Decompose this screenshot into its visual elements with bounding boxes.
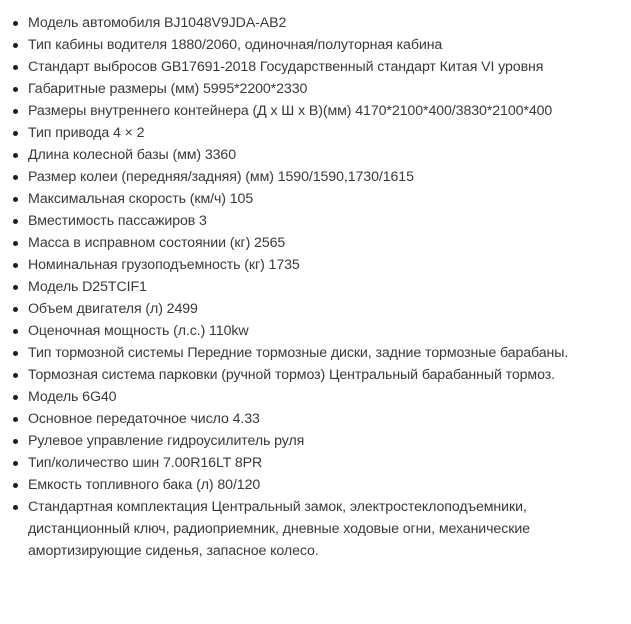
spec-item-passenger-capacity — [0, 210, 631, 232]
spec-item-brake-system — [0, 342, 631, 364]
spec-item-rated-power — [0, 320, 631, 342]
bullet-icon — [13, 263, 18, 268]
spec-text: Тип/количество шин 7.00R16LT 8PR — [28, 455, 263, 471]
spec-text: Габаритные размеры (мм) 5995*2200*2330 — [28, 81, 308, 97]
bullet-icon — [13, 109, 18, 114]
bullet-icon — [13, 241, 18, 246]
bullet-icon — [13, 175, 18, 180]
bullet-icon — [13, 461, 18, 466]
spec-item-final-drive-ratio — [0, 408, 631, 430]
spec-text: Объем двигателя (л) 2499 — [28, 301, 198, 317]
spec-text: Тормозная система парковки (ручной тормоз) Центральный барабанный тормоз. — [28, 367, 555, 383]
bullet-icon — [13, 329, 18, 334]
spec-text: Размер колеи (передняя/задняя) (мм) 1590/1590,1730/1615 — [28, 169, 414, 185]
bullet-icon — [13, 65, 18, 70]
bullet-icon — [13, 21, 18, 26]
spec-item-parking-brake — [0, 364, 631, 386]
spec-item-curb-weight — [0, 232, 631, 254]
spec-text: Масса в исправном состоянии (кг) 2565 — [28, 235, 286, 251]
spec-item-track-width — [0, 166, 631, 188]
spec-text: Модель D25TCIF1 — [28, 279, 147, 295]
spec-item-container-dimensions — [0, 100, 631, 122]
spec-text: Длина колесной базы (мм) 3360 — [28, 147, 237, 163]
spec-text: Стандартная комплектация Центральный замок, электростеклоподъемники, дистанционный ключ, радиоприемник, дневные ходовые огни, механические амортизирующие сиденья, запасное колесо. — [28, 499, 530, 559]
spec-text: Основное передаточное число 4.33 — [28, 411, 260, 427]
spec-item-tires — [0, 452, 631, 474]
spec-text: Рулевое управление гидроусилитель руля — [28, 433, 305, 449]
bullet-icon — [13, 351, 18, 356]
spec-item-engine-displacement — [0, 298, 631, 320]
spec-text: Тип тормозной системы Передние тормозные диски, задние тормозные барабаны. — [28, 345, 569, 361]
spec-text: Номинальная грузоподъемность (кг) 1735 — [28, 257, 300, 273]
spec-item-payload — [0, 254, 631, 276]
bullet-icon — [13, 439, 18, 444]
spec-text: Емкость топливного бака (л) 80/120 — [28, 477, 261, 493]
bullet-icon — [13, 153, 18, 158]
spec-item-wheelbase — [0, 144, 631, 166]
bullet-icon — [13, 395, 18, 400]
bullet-icon — [13, 219, 18, 224]
spec-item-overall-dimensions — [0, 78, 631, 100]
bullet-icon — [13, 307, 18, 312]
spec-text: Модель 6G40 — [28, 389, 117, 405]
spec-text: Вместимость пассажиров 3 — [28, 213, 207, 229]
spec-text: Тип привода 4 × 2 — [28, 125, 145, 141]
spec-text: Тип кабины водителя 1880/2060, одиночная/полуторная кабина — [28, 37, 443, 53]
bullet-icon — [13, 285, 18, 290]
spec-text: Размеры внутреннего контейнера (Д x Ш x В)(мм) 4170*2100*400/3830*2100*400 — [28, 103, 553, 119]
spec-text: Оценочная мощность (л.с.) 110kw — [28, 323, 249, 339]
bullet-icon — [13, 43, 18, 48]
spec-item-emission-standard — [0, 56, 631, 78]
spec-item-fuel-tank — [0, 474, 631, 496]
spec-text: Модель автомобиля BJ1048V9JDA-AB2 — [28, 15, 287, 31]
spec-text: Максимальная скорость (км/ч) 105 — [28, 191, 254, 207]
spec-item-max-speed — [0, 188, 631, 210]
spec-item-steering — [0, 430, 631, 452]
spec-text: Стандарт выбросов GB17691-2018 Государственный стандарт Китая VI уровня — [28, 59, 544, 75]
bullet-icon — [13, 131, 18, 136]
spec-item-vehicle-model — [0, 12, 631, 34]
bullet-icon — [13, 87, 18, 92]
spec-item-transmission-model — [0, 386, 631, 408]
bullet-icon — [13, 483, 18, 488]
bullet-icon — [13, 505, 18, 510]
bullet-icon — [13, 373, 18, 378]
spec-item-cab-type — [0, 34, 631, 56]
bullet-icon — [13, 417, 18, 422]
spec-item-drive-type — [0, 122, 631, 144]
bullet-icon — [13, 197, 18, 202]
spec-item-engine-model — [0, 276, 631, 298]
spec-item-standard-equipment — [0, 496, 631, 562]
